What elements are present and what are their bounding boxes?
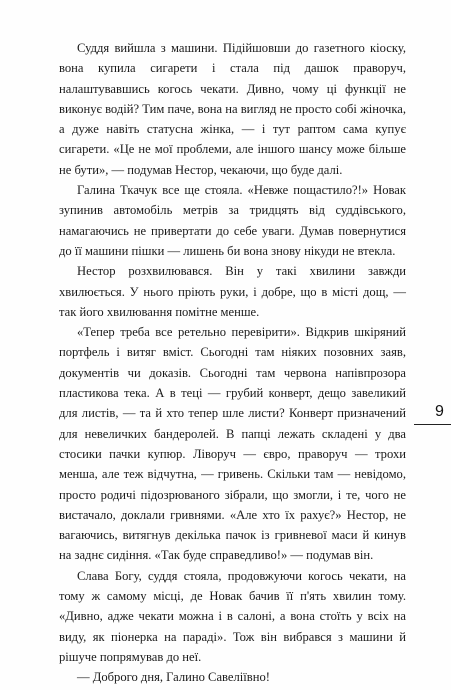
paragraph: Суддя вийшла з машини. Підійшовши до газетного кіоску, вона купила сигарети і стала під дашок праворуч, налаштувавшись когось чекати. Дивно, чому ці функції не виконує водій? Тим паче, вона на вигляд не просто собі жіночка, а дуже навіть статусна жінка, — і тут раптом сама купує сигарети. «Це не мої проблеми, але іншого шансу може більше не бути», — подумав Нестор, чекаючи, що буде далі. [59,41,406,177]
paragraph: — Доброго дня, Галино Савеліївно! [77,670,270,685]
paragraph: Слава Богу, суддя стояла, продовжуючи когось чекати, на тому ж самому місці, де Новак бачив її п'ять хвилин тому. «Дивно, адже чекати можна і в салоні, а вона стоїть у всіх на виду, як піонерка на параді». Тож він вибрався з машини й рішуче попрямував до неї. [59,568,406,664]
paragraph: Галина Ткачук все ще стояла. «Невже пощастило?!» Новак зупинив автомобіль метрів за тридцять від суддівського, намагаючись не привертати до себе уваги. Думав повернутися до її машини пішки — лишень би вона знову нікуди не втекла. [59,183,406,258]
paragraph: «Тепер треба все ретельно перевірити». Відкрив шкіряний портфель і витяг вміст. Сьогодні там ніяких позовних заяв, документів чи доказів. Сьогодні там червона напівпрозора пластикова тека. А в теці — грубий конверт, дещо завеликий для листів, — та й хто тепер шле листи? Конверт призначений для невеличких бандеролей. В папці лежать складені у два стосики пачки купюр. Ліворуч — євро, праворуч — трохи менша, але теж відчутна, — гривень. Скільки там — невідомо, просто родичі підозрюваного зібрали, що змогли, і те, чого не вистачало, доклали гривнями. «Але хто їх рахує?» Нестор, не вагаючись, витягнув декілька пачок із гривневої маси й кинув на заднє сидіння. «Так буде справедливо!» — подумав він. [59,325,406,563]
page-number: 9 [435,403,444,420]
paragraph: Нестор розхвилювався. Він у такі хвилини завжди хвилюється. У нього пріють руки, і добре, що в місті дощ, — так його хвилювання помітне менше. [59,264,406,319]
page-number-rule [414,424,451,425]
page-body-text [59,38,406,688]
